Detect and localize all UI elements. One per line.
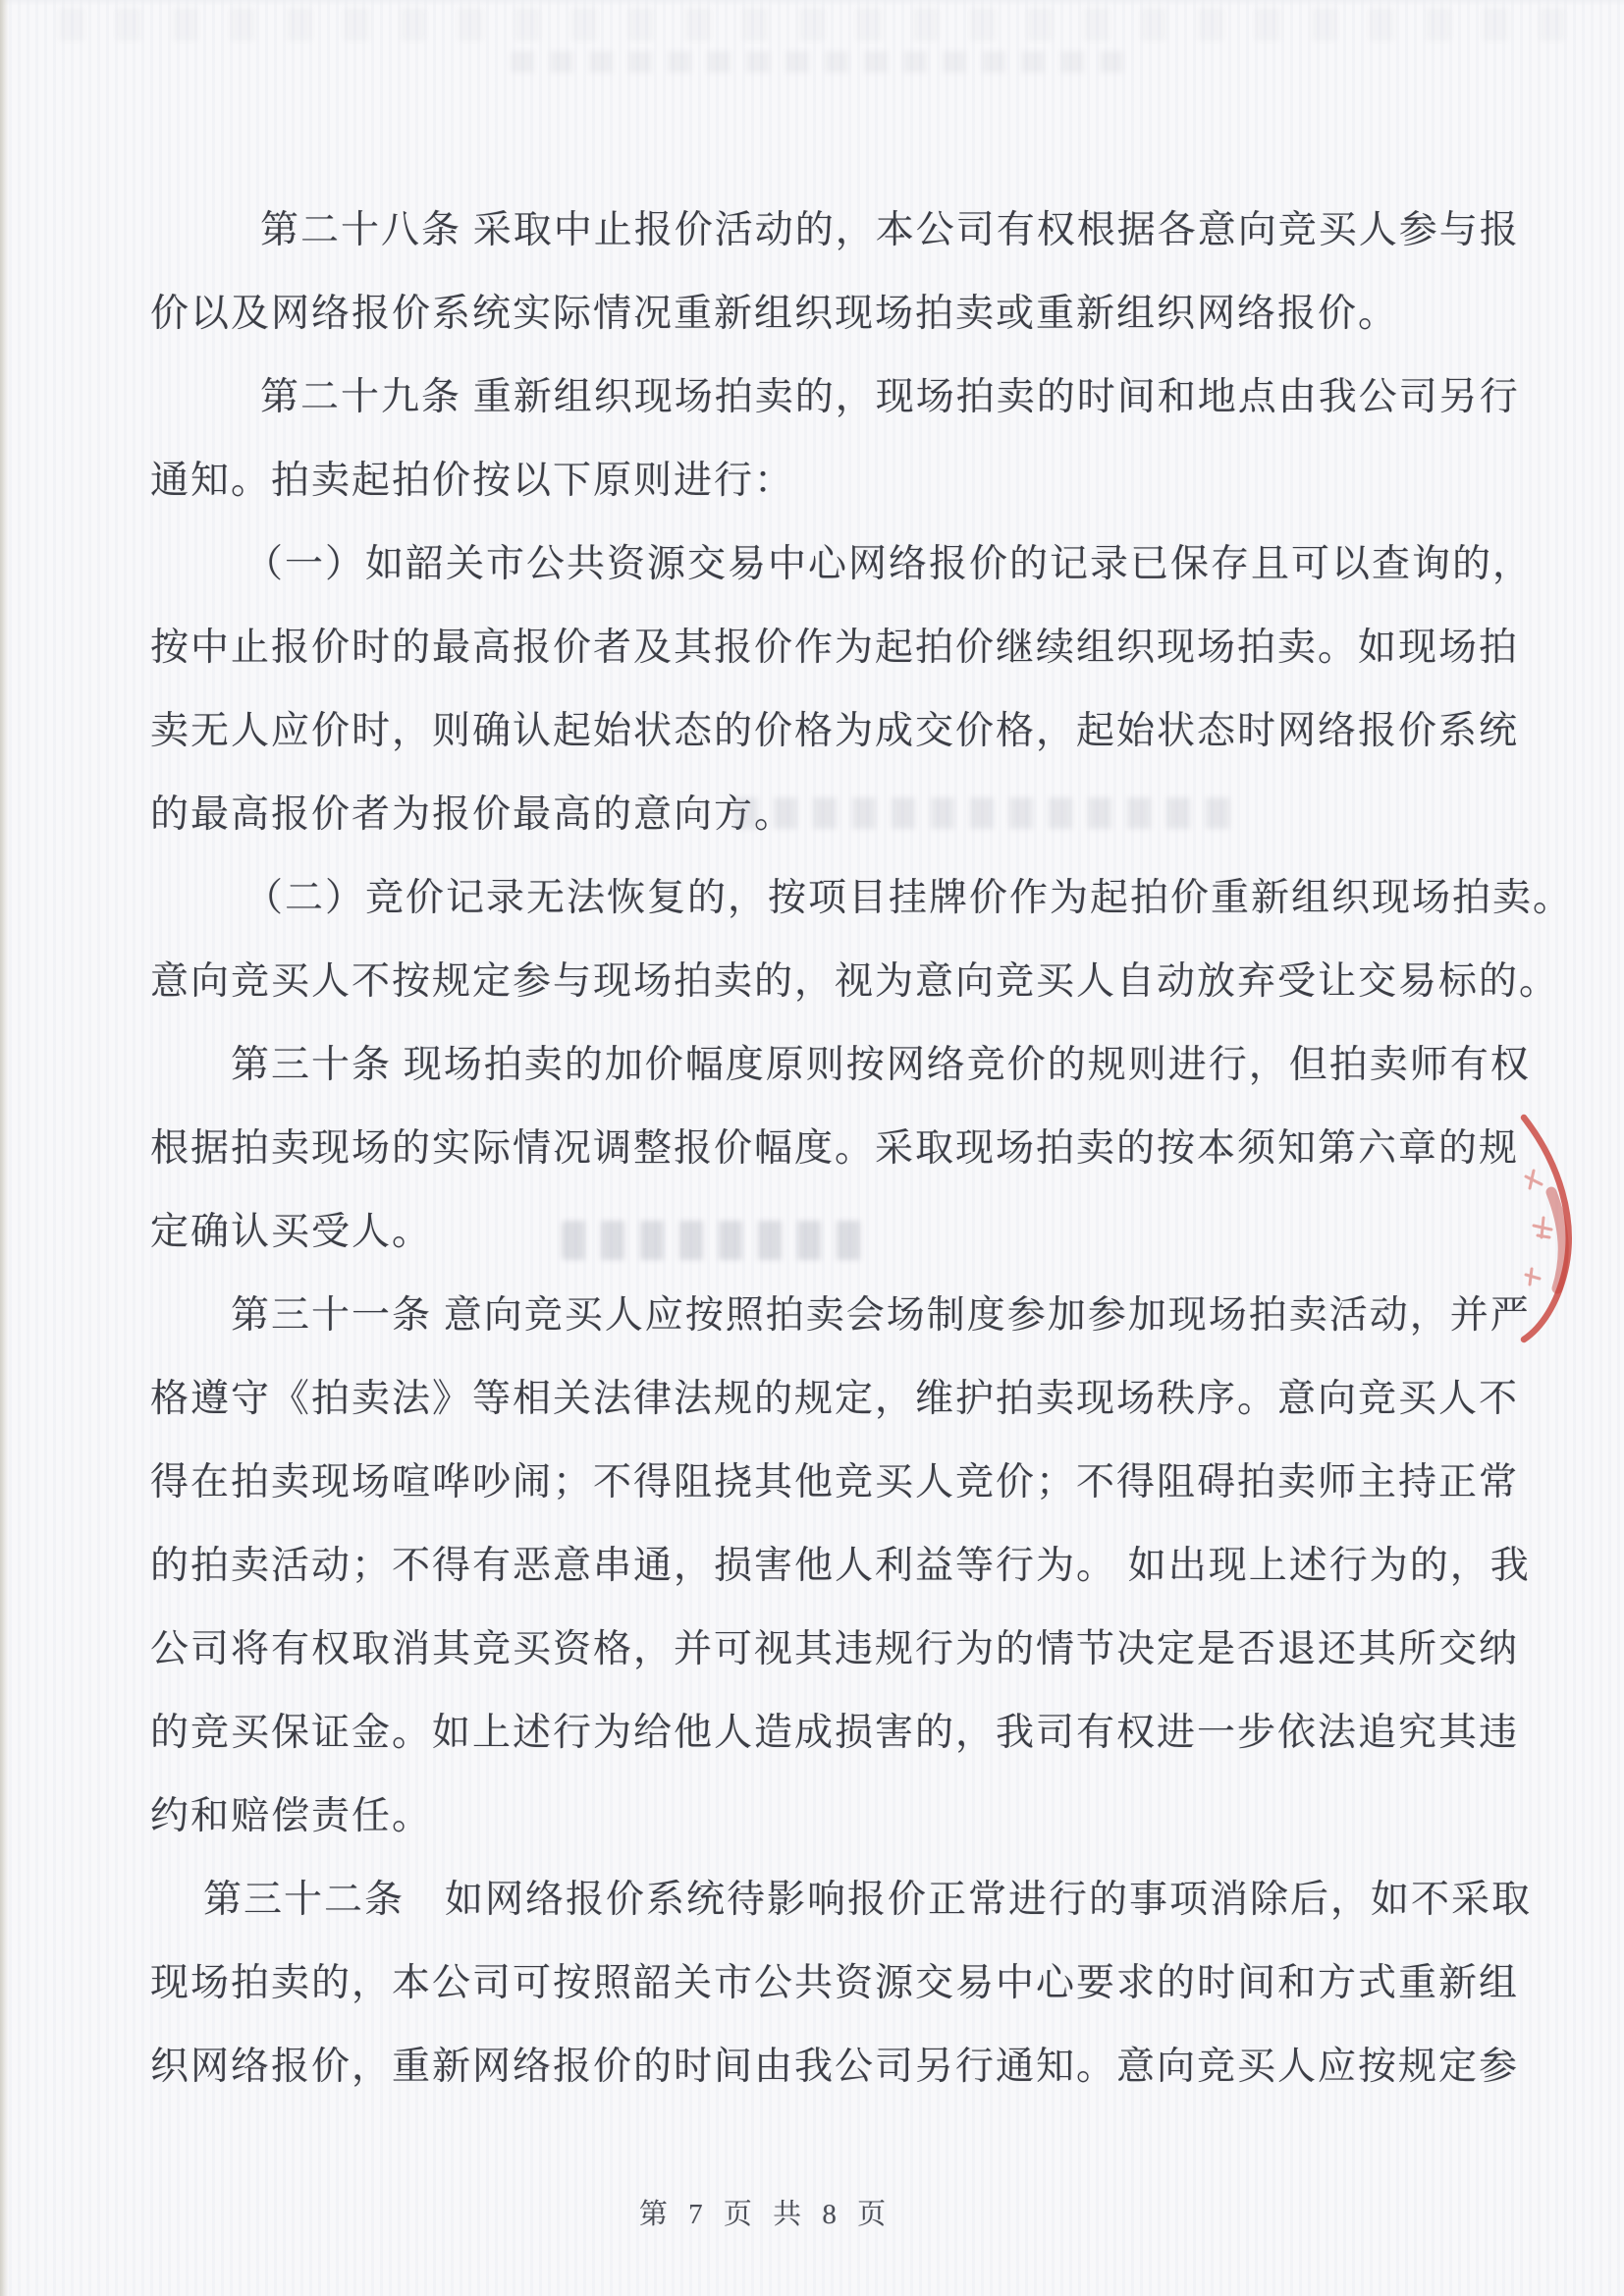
document-line: （二）竞价记录无法恢复的，按项目挂牌价作为起拍价重新组织现场拍卖。 [244,877,1574,919]
document-line: 现场拍卖的，本公司可按照韶关市公共资源交易中心要求的时间和方式重新组 [150,1962,1520,2004]
seal-character-fragments [1526,1171,1551,1285]
ink-bleed-ghost [562,1221,874,1260]
document-line: 的拍卖活动；不得有恶意串通，损害他人利益等行为。 如出现上述行为的，我 [150,1545,1531,1587]
document-line: 第三十条 现场拍卖的加价幅度原则按网络竞价的规则进行，但拍卖师有权 [231,1044,1531,1086]
document-line: 根据拍卖现场的实际情况调整报价幅度。采取现场拍卖的按本须知第六章的规 [150,1127,1520,1170]
ink-bleed-ghost [511,51,1139,73]
document-line: 定确认买受人。 [150,1211,433,1253]
document-line: 约和赔偿责任。 [150,1795,433,1837]
document-line: 得在拍卖现场喧哗吵闹；不得阻挠其他竞买人竞价；不得阻碍拍卖师主持正常 [150,1461,1520,1503]
document-body [150,189,1574,2108]
document-line: （一）如韶关市公共资源交易中心网络报价的记录已保存且可以查询的， [244,543,1534,585]
page-footer: 第 7 页 共 8 页 [638,2199,893,2230]
document-line: 第二十八条 采取中止报价活动的，本公司有权根据各意向竞买人参与报 [260,209,1520,251]
document-line: 的竞买保证金。如上述行为给他人造成损害的，我司有权进一步依法追究其违 [150,1712,1520,1754]
document-line: 公司将有权取消其竞买资格，并可视其违规行为的情节决定是否退还其所交纳 [150,1628,1520,1670]
document-line: 第二十九条 重新组织现场拍卖的，现场拍卖的时间和地点由我公司另行 [260,376,1520,418]
document-line: 通知。拍卖起拍价按以下原则进行： [150,460,795,502]
document-line: 织网络报价，重新网络报价的时间由我公司另行通知。意向竞买人应按规定参 [150,2046,1520,2088]
document-line: 按中止报价时的最高报价者及其报价作为起拍价继续组织现场拍卖。如现场拍 [150,627,1520,669]
scan-noise-band [59,8,1591,41]
document-line: 卖无人应价时，则确认起始状态的价格为成交价格，起始状态时网络报价系统 [150,710,1520,752]
document-line: 格遵守《拍卖法》等相关法律法规的规定，维护拍卖现场秩序。意向竞买人不 [150,1378,1520,1420]
document-line: 价以及网络报价系统实际情况重新组织现场拍卖或重新组织网络报价。 [150,293,1399,335]
document-line: 意向竞买人不按规定参与现场拍卖的，视为意向竞买人自动放弃受让交易标的。 [150,960,1560,1003]
document-line: 第三十二条 如网络报价系统待影响报价正常进行的事项消除后，如不采取 [203,1879,1533,1921]
document-line: 的最高报价者为报价最高的意向方。 [150,793,795,836]
ink-bleed-ghost [734,797,1245,829]
document-line: 第三十一条 意向竞买人应按照拍卖会场制度参加参加现场拍卖活动，并严 [231,1294,1531,1337]
